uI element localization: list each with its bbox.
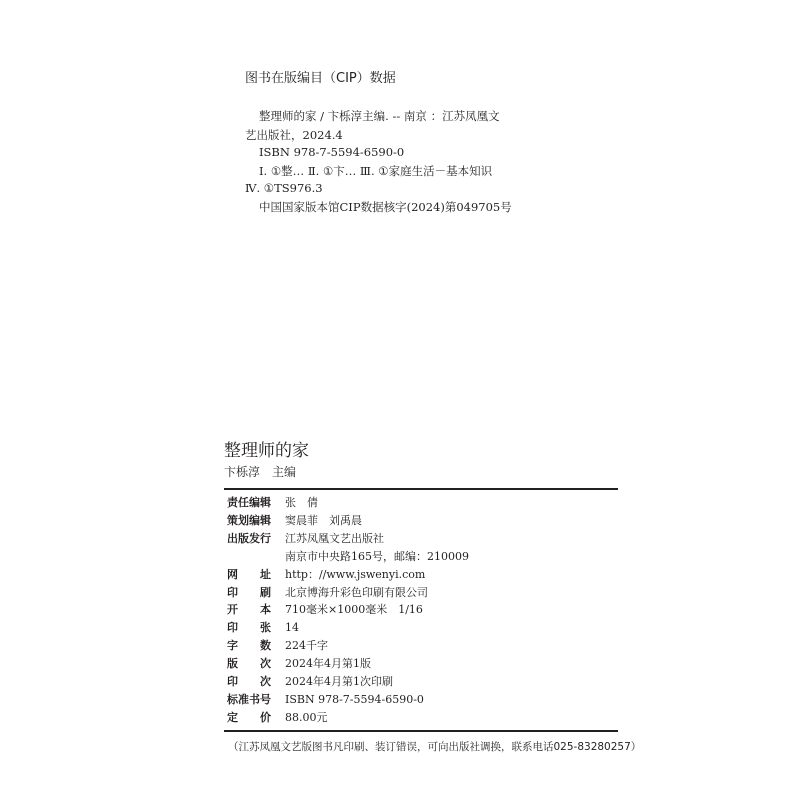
footer-note: （江苏凤凰文艺版图书凡印刷、装订错误，可向出版社调换，联系电话025-83280257） xyxy=(228,741,642,753)
detail-value: 张 倩 xyxy=(285,496,318,509)
detail-label: 标准书号 xyxy=(227,693,271,706)
detail-value: 2024年4月第1版 xyxy=(285,657,371,670)
detail-label: 网 址 xyxy=(227,568,271,581)
detail-value: 224千字 xyxy=(285,639,328,652)
cip-line-1: 整理师的家 / 卞栎淳主编. -- 南京 ：江苏凤凰文 xyxy=(259,109,500,123)
bottom-rule xyxy=(224,730,618,732)
top-rule xyxy=(224,488,618,490)
detail-value: ISBN 978-7-5594-6590-0 xyxy=(285,693,424,706)
cip-line-3: ISBN 978-7-5594-6590-0 xyxy=(259,145,405,159)
cip-line-6: 中国国家版本馆CIP数据核字(2024)第049705号 xyxy=(259,200,512,214)
detail-label: 责任编辑 xyxy=(227,496,271,509)
detail-value: 南京市中央路165号，邮编：210009 xyxy=(285,550,469,563)
detail-value: 窦晨菲 刘禹晨 xyxy=(285,514,362,527)
detail-value: 北京博海升彩色印刷有限公司 xyxy=(285,586,428,599)
detail-value: 2024年4月第1次印刷 xyxy=(285,675,393,688)
detail-label: 出版发行 xyxy=(227,532,271,545)
book-editor: 卞栎淳 主编 xyxy=(224,465,297,479)
detail-label: 字 数 xyxy=(227,639,271,652)
cip-line-2: 艺出版社，2024.4 xyxy=(245,128,343,142)
detail-value: 710毫米×1000毫米 1/16 xyxy=(285,603,423,616)
detail-label: 版 次 xyxy=(227,657,271,670)
detail-label: 定 价 xyxy=(227,711,271,724)
detail-value: http：//www.jswenyi.com xyxy=(285,568,426,581)
detail-label: 印 次 xyxy=(227,675,271,688)
book-title: 整理师的家 xyxy=(224,441,309,461)
detail-value: 江苏凤凰文艺出版社 xyxy=(285,532,384,545)
detail-value: 88.00元 xyxy=(285,711,328,724)
cip-line-4: Ⅰ. ①整… Ⅱ. ①卞… Ⅲ. ①家庭生活－基本知识 xyxy=(259,164,493,178)
detail-label: 印 张 xyxy=(227,621,271,634)
cip-line-5: Ⅳ. ①TS976.3 xyxy=(245,181,323,195)
detail-label: 开 本 xyxy=(227,603,271,616)
detail-label: 策划编辑 xyxy=(227,514,271,527)
cip-heading: 图书在版编目（CIP）数据 xyxy=(245,71,396,86)
detail-value: 14 xyxy=(285,621,299,634)
detail-label: 印 刷 xyxy=(227,586,271,599)
